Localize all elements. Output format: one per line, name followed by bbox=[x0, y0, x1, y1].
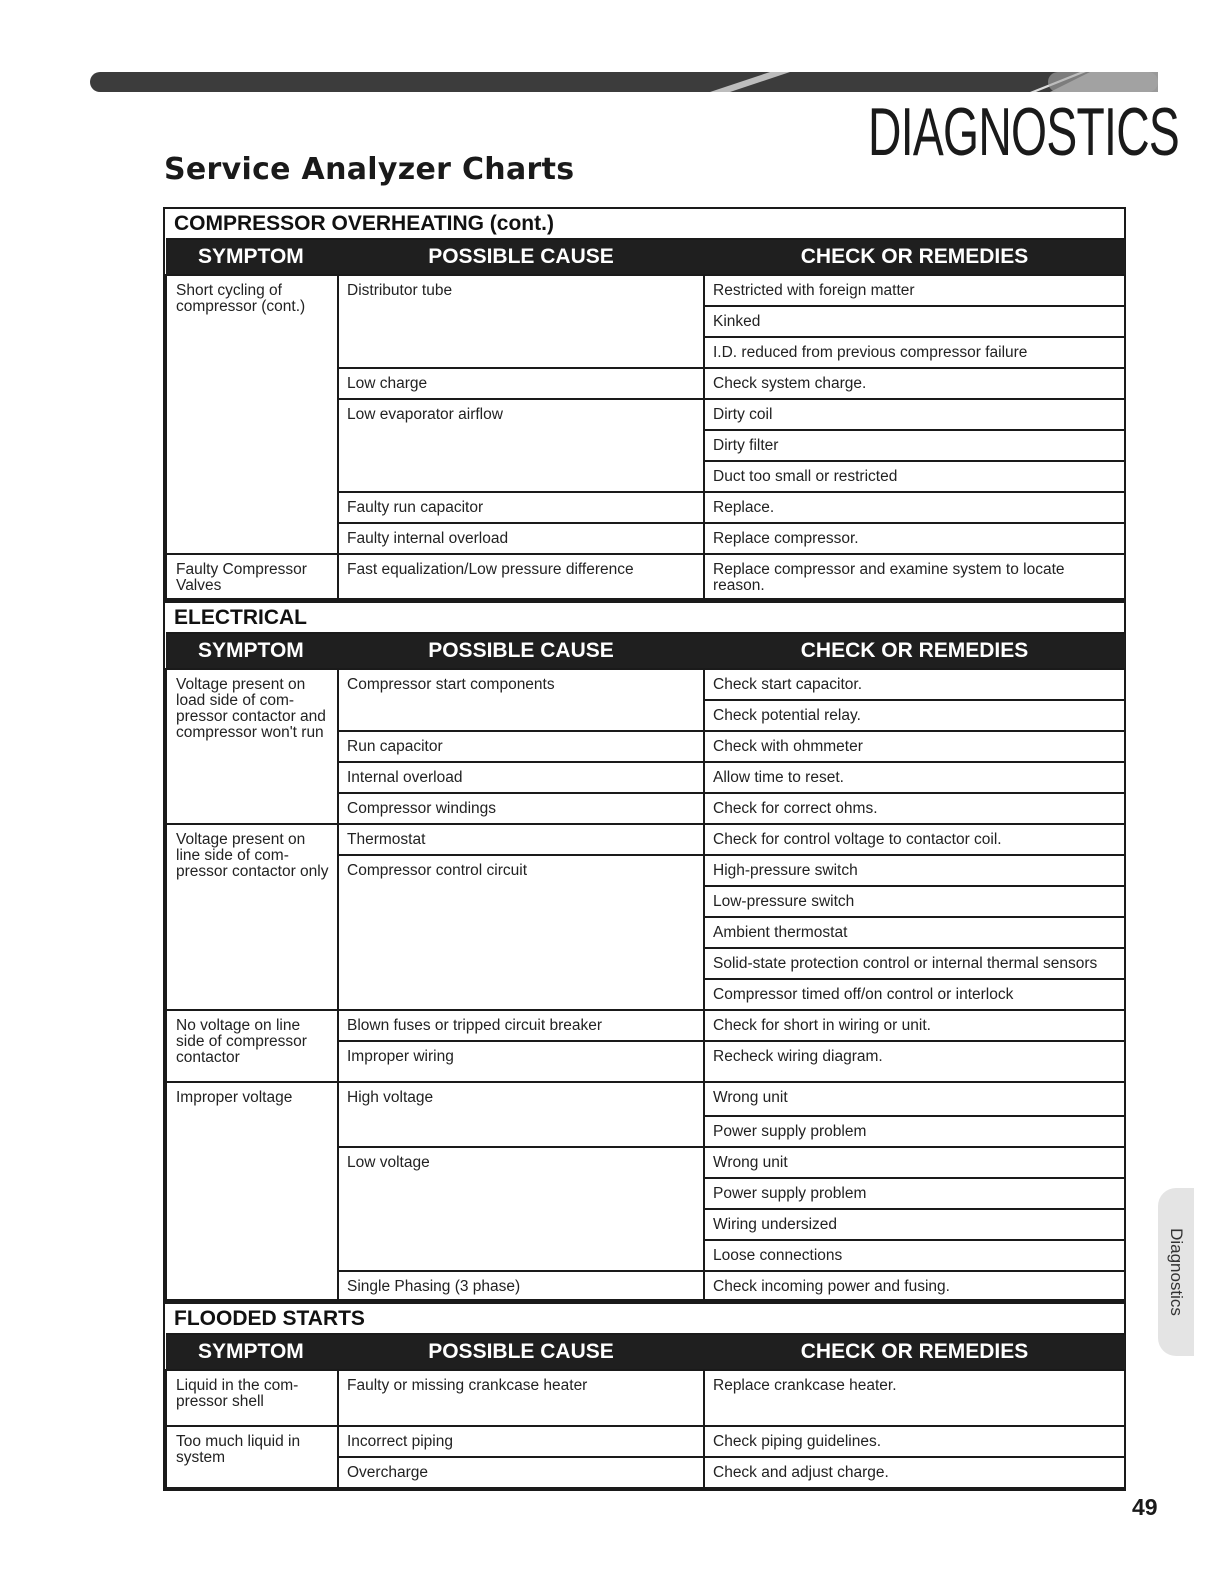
service-analyzer-chart bbox=[163, 207, 1126, 1491]
table-row bbox=[166, 1426, 1125, 1457]
remedy-cell: Check potential relay. bbox=[704, 700, 1125, 731]
header-bar bbox=[90, 72, 1158, 92]
side-tab-label: Diagnostics bbox=[1167, 1228, 1186, 1316]
cause-cell: Faulty run capacitor bbox=[338, 492, 704, 523]
cause-cell: Fast equalization/Low pressure difference bbox=[338, 554, 704, 600]
remedy-cell: Check incoming power and fusing. bbox=[704, 1271, 1125, 1302]
table-row bbox=[166, 1370, 1125, 1426]
cause-cell: Faulty internal overload bbox=[338, 523, 704, 554]
remedy-cell: Low-pressure switch bbox=[704, 886, 1125, 917]
section-title-electrical: ELECTRICAL bbox=[166, 600, 1125, 633]
remedy-cell: Kinked bbox=[704, 306, 1125, 337]
symptom-cell: Voltage present on load side of com-pressor contactor and compressor won't run bbox=[166, 669, 338, 824]
symptom-cell: Liquid in the com-pressor shell bbox=[166, 1370, 338, 1426]
remedy-cell: Duct too small or restricted bbox=[704, 461, 1125, 492]
column-header-symptom: SYMPTOM bbox=[166, 633, 338, 669]
side-tab-diagnostics bbox=[1158, 1188, 1194, 1356]
table-row bbox=[166, 1010, 1125, 1041]
cause-cell: High voltage bbox=[338, 1082, 704, 1147]
column-header-symptom: SYMPTOM bbox=[166, 1334, 338, 1370]
remedy-cell: Check start capacitor. bbox=[704, 669, 1125, 700]
symptom-cell: Too much liquid in system bbox=[166, 1426, 338, 1488]
remedy-cell: Replace crankcase heater. bbox=[704, 1370, 1125, 1426]
table-row bbox=[166, 1082, 1125, 1116]
cause-cell: Blown fuses or tripped circuit breaker bbox=[338, 1010, 704, 1041]
column-header-row bbox=[166, 633, 1125, 669]
symptom-cell: Short cycling of compressor (cont.) bbox=[166, 275, 338, 554]
section-title-compressor-overheating: COMPRESSOR OVERHEATING (cont.) bbox=[166, 209, 1125, 239]
cause-cell: Compressor windings bbox=[338, 793, 704, 824]
cause-cell: Internal overload bbox=[338, 762, 704, 793]
remedy-cell: High-pressure switch bbox=[704, 855, 1125, 886]
table-row bbox=[166, 669, 1125, 700]
remedy-cell: Wiring undersized bbox=[704, 1209, 1125, 1240]
page-number: 49 bbox=[1132, 1494, 1158, 1520]
remedy-cell: Replace compressor. bbox=[704, 523, 1125, 554]
remedy-cell: Check for correct ohms. bbox=[704, 793, 1125, 824]
column-header-cause: POSSIBLE CAUSE bbox=[338, 239, 704, 275]
column-header-symptom: SYMPTOM bbox=[166, 239, 338, 275]
cause-cell: Distributor tube bbox=[338, 275, 704, 368]
column-header-row bbox=[166, 239, 1125, 275]
cause-cell: Compressor control circuit bbox=[338, 855, 704, 1010]
remedy-cell: Wrong unit bbox=[704, 1082, 1125, 1116]
cause-cell: Single Phasing (3 phase) bbox=[338, 1271, 704, 1302]
table-row bbox=[166, 554, 1125, 600]
remedy-cell: Power supply problem bbox=[704, 1116, 1125, 1147]
cause-cell: Low evaporator airflow bbox=[338, 399, 704, 492]
remedy-cell: Check for control voltage to contactor coil. bbox=[704, 824, 1125, 855]
section-title-row bbox=[166, 600, 1125, 633]
remedy-cell: Compressor timed off/on control or interlock bbox=[704, 979, 1125, 1010]
remedy-cell: Check system charge. bbox=[704, 368, 1125, 399]
remedy-cell: Allow time to reset. bbox=[704, 762, 1125, 793]
remedy-cell: Check piping guidelines. bbox=[704, 1426, 1125, 1457]
column-header-cause: POSSIBLE CAUSE bbox=[338, 633, 704, 669]
section-heading: Service Analyzer Charts bbox=[164, 152, 575, 187]
remedy-cell: Check with ohmmeter bbox=[704, 731, 1125, 762]
column-header-remedy: CHECK OR REMEDIES bbox=[704, 1334, 1125, 1370]
cause-cell: Thermostat bbox=[338, 824, 704, 855]
cause-cell: Improper wiring bbox=[338, 1041, 704, 1082]
remedy-cell: Loose connections bbox=[704, 1240, 1125, 1271]
cause-cell: Incorrect piping bbox=[338, 1426, 704, 1457]
table-row bbox=[166, 275, 1125, 306]
remedy-cell: Replace compressor and examine system to locate reason. bbox=[704, 554, 1125, 600]
remedy-cell: Check for short in wiring or unit. bbox=[704, 1010, 1125, 1041]
symptom-cell: Improper voltage bbox=[166, 1082, 338, 1302]
cause-cell: Low charge bbox=[338, 368, 704, 399]
symptom-cell: No voltage on line side of compressor contactor bbox=[166, 1010, 338, 1082]
symptom-cell: Faulty Compressor Valves bbox=[166, 554, 338, 600]
remedy-cell: Replace. bbox=[704, 492, 1125, 523]
remedy-cell: Check and adjust charge. bbox=[704, 1457, 1125, 1488]
cause-cell: Run capacitor bbox=[338, 731, 704, 762]
cause-cell: Overcharge bbox=[338, 1457, 704, 1488]
remedy-cell: Solid-state protection control or internal thermal sensors bbox=[704, 948, 1125, 979]
cause-cell: Faulty or missing crankcase heater bbox=[338, 1370, 704, 1426]
table-row bbox=[166, 824, 1125, 855]
remedy-cell: Power supply problem bbox=[704, 1178, 1125, 1209]
section-title-flooded-starts: FLOODED STARTS bbox=[166, 1302, 1125, 1335]
section-title-row bbox=[166, 209, 1125, 239]
remedy-cell: Recheck wiring diagram. bbox=[704, 1041, 1125, 1082]
remedy-cell: I.D. reduced from previous compressor failure bbox=[704, 337, 1125, 368]
column-header-remedy: CHECK OR REMEDIES bbox=[704, 633, 1125, 669]
cause-cell: Compressor start components bbox=[338, 669, 704, 731]
section-title-row bbox=[166, 1302, 1125, 1335]
remedy-cell: Dirty filter bbox=[704, 430, 1125, 461]
column-header-row bbox=[166, 1334, 1125, 1370]
cause-cell: Low voltage bbox=[338, 1147, 704, 1271]
remedy-cell: Wrong unit bbox=[704, 1147, 1125, 1178]
column-header-cause: POSSIBLE CAUSE bbox=[338, 1334, 704, 1370]
remedy-cell: Dirty coil bbox=[704, 399, 1125, 430]
column-header-remedy: CHECK OR REMEDIES bbox=[704, 239, 1125, 275]
remedy-cell: Restricted with foreign matter bbox=[704, 275, 1125, 306]
doc-title: DIAGNOSTICS bbox=[868, 94, 1180, 170]
remedy-cell: Ambient thermostat bbox=[704, 917, 1125, 948]
symptom-cell: Voltage present on line side of com-pressor contactor only bbox=[166, 824, 338, 1010]
